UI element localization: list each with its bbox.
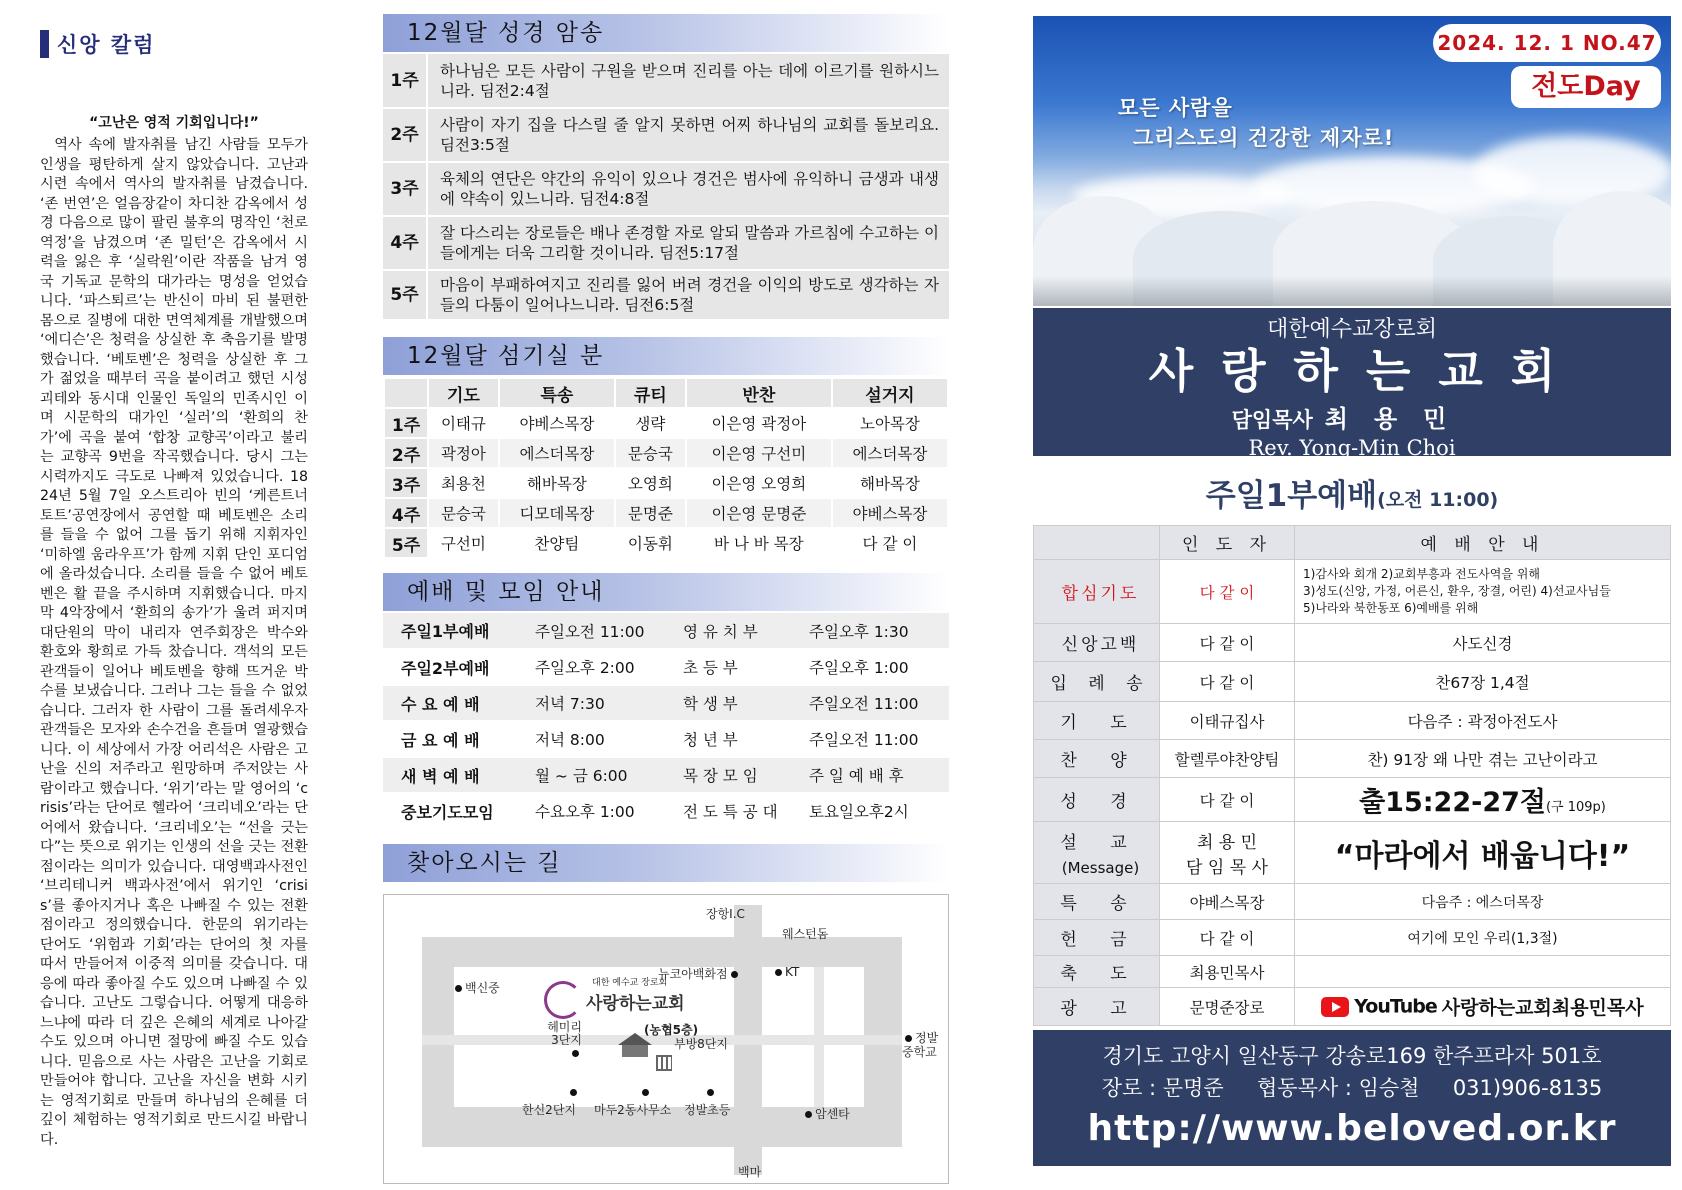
map-label-text: 뉴코아백화점 <box>658 967 728 981</box>
order-label: 축 도 <box>1034 956 1160 988</box>
church-building-icon <box>616 1027 654 1057</box>
church-staff-phone: 장로 : 문명준 협동목사 : 임승철 031)906-8135 <box>1101 1076 1603 1100</box>
col-header <box>384 378 428 408</box>
cell: 해바목장 <box>499 468 615 498</box>
dept-name: 전 도 특 공 대 <box>673 793 803 829</box>
scripture-page: (구 109p) <box>1545 800 1606 815</box>
table-row <box>383 793 949 829</box>
church-wall <box>622 1045 648 1057</box>
table-row <box>383 162 949 216</box>
order-label: 헌 금 <box>1034 920 1160 956</box>
order-leader: 할렐루야찬양팀 <box>1160 740 1295 778</box>
slogan-line-1: 모든 사람을 <box>1118 96 1233 120</box>
cell: 디모데목장 <box>499 498 615 528</box>
location-map[interactable] <box>383 894 949 1184</box>
map-label-kt <box>772 965 799 979</box>
order-label: 찬 양 <box>1034 740 1160 778</box>
church-roof <box>618 1033 652 1045</box>
table-row <box>1034 624 1671 662</box>
order-leader: 야베스목장 <box>1160 884 1295 920</box>
cell: 바 나 바 목장 <box>686 528 832 558</box>
table-row <box>1034 988 1671 1026</box>
table-row <box>1034 560 1671 624</box>
worship-title <box>1033 470 1671 515</box>
order-info: 사도신경 <box>1295 624 1671 662</box>
table-row <box>1034 822 1671 884</box>
meetings-table <box>383 613 949 830</box>
meeting-time: 저녁 8:00 <box>523 721 673 757</box>
service-table <box>383 377 949 559</box>
table-row <box>1034 702 1671 740</box>
map-dot-icon <box>707 1089 714 1096</box>
cell: 곽정아 <box>428 438 499 468</box>
preacher-name: 최 용 민 <box>1196 832 1258 853</box>
map-dot-icon <box>455 985 462 992</box>
map-dot-row <box>567 1085 580 1099</box>
week-label: 4주 <box>384 498 428 528</box>
pastor-title: 담임목사 <box>1231 408 1313 432</box>
church-title-band <box>1033 308 1671 460</box>
order-leader: 다 같 이 <box>1160 778 1295 822</box>
table-row <box>383 54 949 108</box>
sermon-title: “마라에서 배웁니다!” <box>1295 822 1671 884</box>
map-label-hyemiri <box>542 1021 582 1060</box>
order-leader: 최용민목사 <box>1160 956 1295 988</box>
meeting-name: 주일2부예배 <box>383 649 523 685</box>
dept-name: 청 년 부 <box>673 721 803 757</box>
table-row <box>383 270 949 320</box>
event-badge: 전도Day <box>1511 66 1661 108</box>
col-header: 설거지 <box>832 378 948 408</box>
dept-name: 초 등 부 <box>673 649 803 685</box>
order-label: 신앙고백 <box>1034 624 1160 662</box>
order-label: 합심기도 <box>1034 560 1160 624</box>
col-header: 예 배 안 내 <box>1295 526 1671 560</box>
tree-shadow <box>1033 276 1671 306</box>
order-leader: 다 같 이 <box>1160 662 1295 702</box>
order-label-main: 설 교 <box>1060 833 1141 853</box>
meeting-time: 주일오전 11:00 <box>523 613 673 649</box>
worship-order-table <box>1033 525 1671 1026</box>
dept-time: 주 일 예 배 후 <box>803 757 949 793</box>
order-label <box>1034 822 1160 884</box>
dept-name: 영 유 치 부 <box>673 613 803 649</box>
order-info: 여기에 모인 우리(1,3절) <box>1295 920 1671 956</box>
col-header: 인 도 자 <box>1160 526 1295 560</box>
table-header-row <box>384 378 948 408</box>
preacher-title: 담 임 목 사 <box>1186 857 1268 878</box>
order-info: 다음주 : 곽정아전도사 <box>1295 702 1671 740</box>
order-info <box>1295 956 1671 988</box>
cell: 이은영 오영희 <box>686 468 832 498</box>
col-header: 기도 <box>428 378 499 408</box>
order-info <box>1295 778 1671 822</box>
map-dot-icon <box>642 1089 649 1096</box>
youtube-play-icon <box>1321 997 1349 1017</box>
cell: 문승국 <box>615 438 686 468</box>
table-row <box>1034 662 1671 702</box>
table-row <box>1034 740 1671 778</box>
meeting-time: 주일오후 2:00 <box>523 649 673 685</box>
column-section-header <box>40 26 308 62</box>
meeting-time: 수요오후 1:00 <box>523 793 673 829</box>
verse-text: 사람이 자기 집을 다스릴 줄 알지 못하면 어찌 하나님의 교회를 돌보리요. 딤전3:5절 <box>427 108 949 162</box>
table-row <box>1034 778 1671 822</box>
scripture-ref: 출15:22-27절 <box>1359 787 1546 818</box>
column-title: “고난은 영적 기회입니다!” <box>89 115 259 131</box>
youtube-channel-name: 사랑하는교회최용민목사 <box>1441 997 1644 1019</box>
table-row <box>1034 884 1671 920</box>
table-row <box>383 108 949 162</box>
map-dot-icon <box>805 1111 812 1118</box>
order-info: 다음주 : 에스더목장 <box>1295 884 1671 920</box>
verse-text: 마음이 부패하여지고 진리를 잃어 버려 경건을 이익의 방도로 생각하는 자들의 다툼이 일어나느니라. 딤전6:5절 <box>427 270 949 320</box>
cell: 에스더목장 <box>832 438 948 468</box>
middle-column <box>383 14 949 1184</box>
cell: 해바목장 <box>832 468 948 498</box>
table-row <box>383 216 949 270</box>
map-dot-icon <box>731 971 738 978</box>
meeting-name: 금 요 예 배 <box>383 721 523 757</box>
cell: 노아목장 <box>832 408 948 438</box>
week-label: 1주 <box>384 408 428 438</box>
worship-time: (오전 11:00) <box>1377 489 1499 511</box>
order-leader: 다 같 이 <box>1160 920 1295 956</box>
table-row <box>383 613 949 649</box>
map-dot-row <box>639 1085 652 1099</box>
bulletin-cover <box>1033 16 1671 1176</box>
map-dot-icon <box>905 1035 912 1042</box>
church-logo-small: 대한 예수교 장로회 <box>592 978 668 988</box>
church-logo <box>544 975 724 1021</box>
map-label-text: 암센타 <box>815 1107 850 1121</box>
week-label: 2주 <box>384 438 428 468</box>
dept-time: 주일오전 11:00 <box>803 685 949 721</box>
map-dot-icon <box>570 1089 577 1096</box>
map-label-boobang <box>674 1035 728 1052</box>
col-header: 반찬 <box>686 378 832 408</box>
dept-name: 학 생 부 <box>673 685 803 721</box>
cell: 다 같 이 <box>832 528 948 558</box>
cell: 문승국 <box>428 498 499 528</box>
order-label: 특 송 <box>1034 884 1160 920</box>
verses-header: 12월달 성경 암송 <box>383 14 949 52</box>
map-label-text: 헤미리 3단지 <box>547 1020 582 1047</box>
order-leader: 문명준장로 <box>1160 988 1295 1026</box>
map-label-jungbal-mid <box>902 1031 942 1059</box>
order-label: 성 경 <box>1034 778 1160 822</box>
crosswalk-icon <box>656 1055 672 1071</box>
map-label-text: 정발 중학교 <box>902 1031 939 1059</box>
table-header-row <box>1034 526 1671 560</box>
church-address: 경기도 고양시 일산동구 강송로169 한주프라자 501호 <box>1102 1044 1602 1068</box>
map-label-baekma: 백마 <box>738 1165 762 1179</box>
church-logo-icon <box>544 981 582 1019</box>
cell: 생략 <box>615 408 686 438</box>
week-label: 1주 <box>383 54 427 108</box>
map-label-text: KT <box>785 965 800 979</box>
slogan-line-2: 그리스도의 건강한 제자로! <box>1133 126 1395 150</box>
cell: 야베스목장 <box>832 498 948 528</box>
map-label-jungbal-elem: 정발초등 <box>684 1103 731 1117</box>
church-logo-name: 사랑하는교회 <box>586 994 685 1014</box>
church-name: 사랑하는교회 <box>1148 344 1584 398</box>
order-label-sub: (Message) <box>1061 859 1140 877</box>
dept-time: 주일오후 1:30 <box>803 613 949 649</box>
table-row <box>1034 956 1671 988</box>
faith-column <box>40 26 308 1166</box>
column-body: 역사 속에 발자취를 남긴 사람들 모두가 인생을 평탄하게 살지 않았습니다. 고난과 시련 속에서 역사의 발자취를 남겼습니다. ‘존 번연’은 얼음장같이 차디찬 감옥에서 성경 다음으로 많이 팔린 불후의 명작인 ‘천로역정’을 남겼으며 ‘존 밀턴’은 감옥에서 시력을 잃은 후 ‘실락원’이란 작품을 남겨 영국 기독교 문학의 대가라는 명성을 얻었습니다. ‘파스퇴르’는 반신이 마비 된 불편한 몸으로 질병에 대한 면역체계를 개발했으며 ‘에디슨’은 청력을 상실한 후 축음기를 발명했습니다. ‘베토벤’은 청력을 상실한 후 그가 젊었을 때부터 곡을 붙이려고 했던 시성 괴테와 동시대 인물인 독일의 민족시인 이며 시문학의 대가인 ‘실러’의 ‘환희의 찬가’에 곡을 붙여 ‘합창 교향곡’이라고 불리는 교향곡 9번을 작곡했습니다. 당시 그는 시력까지도 극도로 나빠져 있었습니다. 1824년 5월 7일 오스트리아 빈의 ‘케른트너토트’공연장에서 공연할 때 베토벤은 소리를 들을 수 없어 그를 돕기 위해 지휘자인 ‘미하엘 움라우프’가 함께 지휘 단인 포디엄에 올라섰습니다. 소리를 들을 수 없어 베토벤은 활 끝을 주시하며 지휘했습니다. 마지막 4악장에서 ‘환희의 송가’가 울려 퍼지며 대단원의 막이 내리자 연주회장은 박수와 환호와 황희로 가득 찼습니다. 객석의 모든 관객들이 일어나 베토벤을 향해 뜨거운 박수를 보냈습니다. 그러나 그는 들을 수 없었습니다. 그러자 한 사람이 그를 돌려세우자 관객들은 모자와 손수건을 흔들며 열광했습니다. 이 세상에서 가장 어리석은 사람은 고난을 신의 저주라고 원망하며 주저앉는 사람이라고 했습니다. ‘위기’라는 말 영어의 ‘crisis’라는 단어로 헬라어 ‘크리네오’라는 단어에서 왔습니다. ‘크리네오’는 “선을 긋는다”는 뜻으로 위기는 인생의 선을 긋는 전환점이라는 의미가 있습니다. 대영백과사전인 ‘브리테니커 백과사전’에서 위기인 ‘crisis’를 좋아지거나 혹은 나빠질 수 있는 전환점이라고 정의했습니다. 한문의 위기라는 단어도 ‘위험과 기회’라는 단어의 첫 자를 따서 만들어져 이중적 의미를 갖습니다. 대응에 따라 좋아질 수도 있으며 나빠질 수 있습니다. 고난도 그렇습니다. 어떻게 대응하느냐에 따라 더 깊은 은혜의 세계로 나아갈 수도 있으며 아니면 절망에 빠질 수도 있습니다. 믿음으로 사는 사람은 고난을 기회로 만들어야 합니다. 고난을 자신을 변화 시키는 영적기회로 만들며 하나님의 은혜를 더 깊이 체험하는 영적기회로 만드시길 바랍니다. <box>40 137 308 1148</box>
map-label-nh: (농협5층) <box>644 1023 699 1037</box>
order-label: 기 도 <box>1034 702 1160 740</box>
footer-band <box>1033 1030 1671 1166</box>
order-leader: 이태규집사 <box>1160 702 1295 740</box>
cell: 이동휘 <box>615 528 686 558</box>
cell: 이은영 구선미 <box>686 438 832 468</box>
order-info: 찬) 91장 왜 나만 겪는 고난이라고 <box>1295 740 1671 778</box>
cell: 이은영 문명준 <box>686 498 832 528</box>
meeting-name: 새 벽 예 배 <box>383 757 523 793</box>
order-leader: 다 같 이 <box>1160 624 1295 662</box>
map-label-text: 부방8단지 <box>674 1037 729 1051</box>
cell: 에스더목장 <box>499 438 615 468</box>
week-label: 3주 <box>384 468 428 498</box>
dept-time: 주일오후 1:00 <box>803 649 949 685</box>
youtube-channel[interactable] <box>1295 988 1671 1026</box>
cell: 이은영 곽정아 <box>686 408 832 438</box>
dept-name: 목 장 모 임 <box>673 757 803 793</box>
table-row <box>384 438 948 468</box>
cell: 이태규 <box>428 408 499 438</box>
hero-image <box>1033 16 1671 306</box>
order-leader <box>1160 822 1295 884</box>
dept-time: 토요일오후2시 <box>803 793 949 829</box>
map-label-western: 웨스턴돔 <box>782 927 829 941</box>
table-row <box>383 721 949 757</box>
worship-name: 주일1부예배 <box>1205 478 1378 514</box>
table-row <box>384 408 948 438</box>
map-dot-icon <box>572 1050 579 1057</box>
col-header <box>1034 526 1160 560</box>
map-road <box>814 967 824 1107</box>
verse-text: 잘 다스리는 장로들은 배나 존경할 자로 알되 말씀과 가르침에 수고하는 이들에게는 더욱 그리할 것이니라. 딤전5:17절 <box>427 216 949 270</box>
pastor-line <box>1033 399 1671 434</box>
table-row <box>1034 920 1671 956</box>
youtube-play-triangle <box>1332 1002 1341 1012</box>
col-header: 특송 <box>499 378 615 408</box>
cell: 야베스목장 <box>499 408 615 438</box>
map-header: 찾아오시는 길 <box>383 844 949 882</box>
meeting-name: 중보기도모임 <box>383 793 523 829</box>
denomination: 대한예수교장로회 <box>1266 317 1438 342</box>
meeting-time: 저녁 7:30 <box>523 685 673 721</box>
table-row <box>384 498 948 528</box>
dept-time: 주일오전 11:00 <box>803 721 949 757</box>
order-leader: 다 같 이 <box>1160 560 1295 624</box>
meeting-time: 월 ~ 금 6:00 <box>523 757 673 793</box>
table-row <box>383 649 949 685</box>
col-header: 큐티 <box>615 378 686 408</box>
table-row <box>383 685 949 721</box>
order-info: 1)감사와 회개 2)교회부흥과 전도사역을 위해 3)성도(신앙, 가정, 어른신, 환우, 장결, 어린) 4)선교사님들 5)나라와 북한동포 6)예배를 위해 <box>1295 560 1671 624</box>
order-label: 광 고 <box>1034 988 1160 1026</box>
week-label: 5주 <box>383 270 427 320</box>
map-label-text: 백신중 <box>465 981 500 995</box>
map-dot-row <box>704 1085 717 1099</box>
week-label: 2주 <box>383 108 427 162</box>
map-label-cancer <box>802 1105 850 1122</box>
cell: 구선미 <box>428 528 499 558</box>
meetings-header: 예배 및 모임 안내 <box>383 573 949 611</box>
map-label-janghang: 장항I.C <box>706 907 745 921</box>
table-row <box>384 528 948 558</box>
map-label-hanshin: 한신2단지 <box>522 1103 577 1117</box>
map-label-baekshin <box>452 979 500 996</box>
pastor-name: 최용민 <box>1324 405 1473 433</box>
section-bar-icon <box>40 30 49 58</box>
cell: 최용천 <box>428 468 499 498</box>
verse-text: 하나님은 모든 사람이 구원을 받으며 진리를 아는 데에 이르기를 원하시느니라. 딤전2:4절 <box>427 54 949 108</box>
table-row <box>384 468 948 498</box>
cell: 찬양팀 <box>499 528 615 558</box>
map-label-madu: 마두2동사무소 <box>594 1103 672 1117</box>
column-section-title: 신앙 칼럼 <box>57 33 156 57</box>
meeting-name: 수 요 예 배 <box>383 685 523 721</box>
map-dot-icon <box>775 969 782 976</box>
week-label: 3주 <box>383 162 427 216</box>
verse-text: 육체의 연단은 약간의 유익이 있으나 경건은 범사에 유익하니 금생과 내생에 약속이 있느니라. 딤전4:8절 <box>427 162 949 216</box>
cell: 오영희 <box>615 468 686 498</box>
service-header: 12월달 섬기실 분 <box>383 337 949 375</box>
week-label: 5주 <box>384 528 428 558</box>
church-website-link[interactable]: http://www.beloved.or.kr <box>1087 1108 1617 1149</box>
cell: 문명준 <box>615 498 686 528</box>
pastor-english: Rev. Yong-Min Choi <box>1248 436 1456 460</box>
table-row <box>383 757 949 793</box>
issue-date-badge: 2024. 12. 1 NO.47 <box>1433 24 1661 62</box>
order-label: 입 례 송 <box>1034 662 1160 702</box>
order-info: 찬67장 1,4절 <box>1295 662 1671 702</box>
verses-table <box>383 54 949 321</box>
week-label: 4주 <box>383 216 427 270</box>
youtube-wordmark: YouTube <box>1354 995 1437 1018</box>
meeting-name: 주일1부예배 <box>383 613 523 649</box>
